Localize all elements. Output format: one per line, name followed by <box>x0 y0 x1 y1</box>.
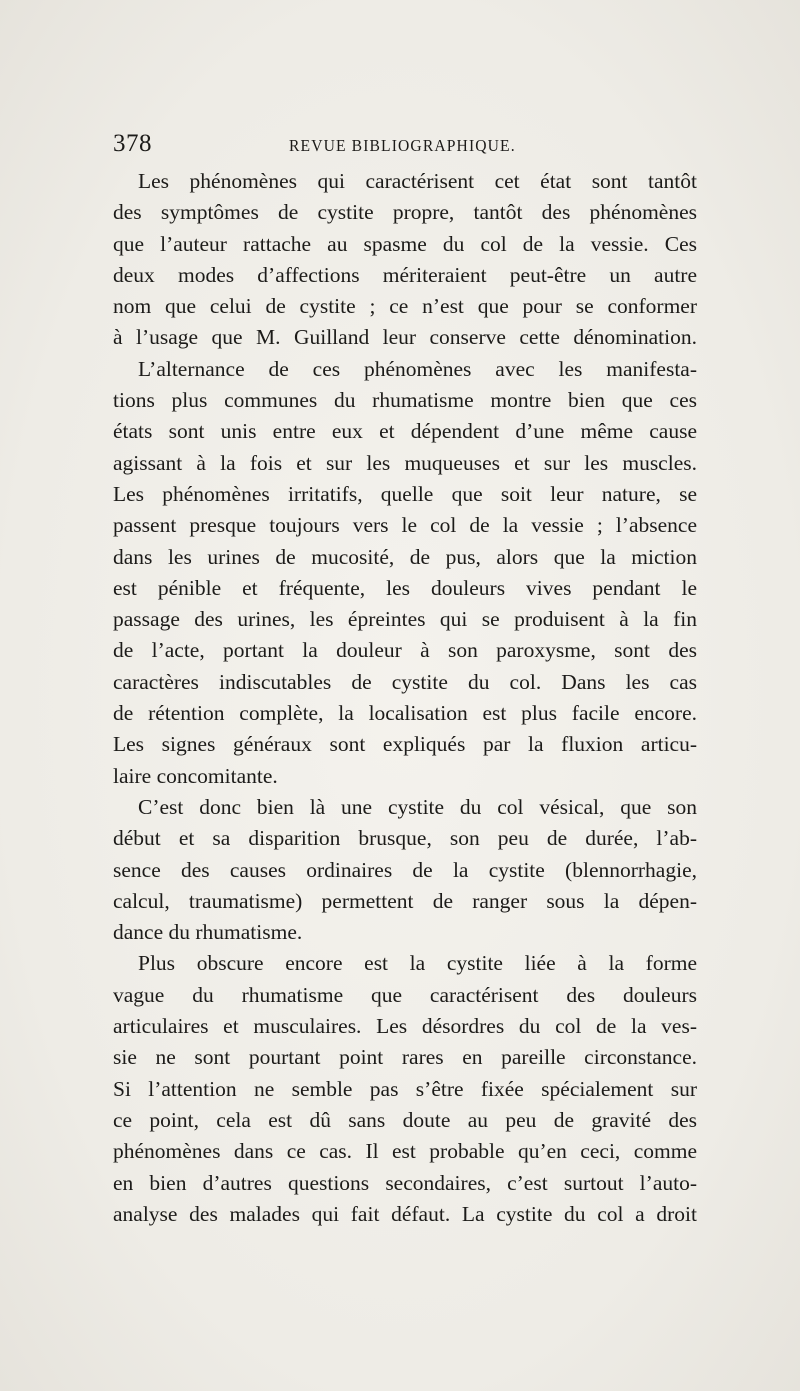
text-line: de l’acte, portant la douleur à son paroxysme, sont des <box>113 638 697 663</box>
text-line: Si l’attention ne semble pas s’être fixée spécialement sur <box>113 1076 697 1101</box>
text-line: Les phénomènes qui caractérisent cet état sont tantôt <box>138 169 697 193</box>
text-line: de rétention complète, la localisation est plus facile encore. <box>113 701 697 726</box>
text-line: dance du rhumatisme. <box>113 920 303 945</box>
text-line: est pénible et fréquente, les douleurs vives pendant le <box>113 575 697 600</box>
text-line: à l’usage que M. Guilland leur conserve cette dénomination. <box>113 325 697 350</box>
text-line: dans les urines de mucosité, de pus, alors que la miction <box>113 544 697 569</box>
body-text <box>113 166 697 1230</box>
text-line: Plus obscure encore est la cystite liée à la forme <box>138 951 697 976</box>
text-line: Les signes généraux sont expliqués par la fluxion articu- <box>113 732 697 757</box>
page-header <box>113 128 697 162</box>
text-line: caractères indiscutables de cystite du col. Dans les cas <box>113 669 697 694</box>
text-line: tions plus communes du rhumatisme montre bien que ces <box>113 388 697 413</box>
text-line: deux modes d’affections mériteraient peut-être un autre <box>113 262 697 287</box>
text-line: analyse des malades qui fait défaut. La cystite du col a droit <box>113 1201 697 1226</box>
text-line: phénomènes dans ce cas. Il est probable qu’en ceci, comme <box>113 1139 697 1164</box>
text-line: agissant à la fois et sur les muqueuses et sur les muscles. <box>113 450 697 475</box>
text-line: début et sa disparition brusque, son peu de durée, l’ab- <box>113 826 697 851</box>
page-number: 378 <box>113 130 152 157</box>
text-line: Les phénomènes irritatifs, quelle que soit leur nature, se <box>113 481 697 506</box>
text-line: calcul, traumatisme) permettent de ranger sous la dépen- <box>113 888 697 913</box>
text-line: des symptômes de cystite propre, tantôt des phénomènes <box>113 200 697 225</box>
text-line: passent presque toujours vers le col de la vessie ; l’absence <box>113 513 697 538</box>
text-line: nom que celui de cystite ; ce n’est que pour se conformer <box>113 294 697 319</box>
running-title: REVUE BIBLIOGRAPHIQUE. <box>289 136 516 155</box>
text-line: sence des causes ordinaires de la cystite (blennorrhagie, <box>113 857 697 882</box>
text-line: vague du rhumatisme que caractérisent des douleurs <box>113 982 697 1007</box>
text-line: L’alternance de ces phénomènes avec les manifesta- <box>138 356 697 381</box>
text-line: passage des urines, les épreintes qui se produisent à la fin <box>113 607 697 632</box>
text-line: C’est donc bien là une cystite du col vésical, que son <box>138 794 697 819</box>
text-line: états sont unis entre eux et dépendent d’une même cause <box>113 419 697 444</box>
text-line: que l’auteur rattache au spasme du col de la vessie. Ces <box>113 231 697 256</box>
text-line: sie ne sont pourtant point rares en pareille circonstance. <box>113 1045 697 1070</box>
text-line: en bien d’autres questions secondaires, c’est surtout l’auto- <box>113 1170 697 1195</box>
text-line: laire concomitante. <box>113 763 278 788</box>
text-line: articulaires et musculaires. Les désordres du col de la ves- <box>113 1014 697 1039</box>
text-line: ce point, cela est dû sans doute au peu de gravité des <box>113 1107 697 1132</box>
